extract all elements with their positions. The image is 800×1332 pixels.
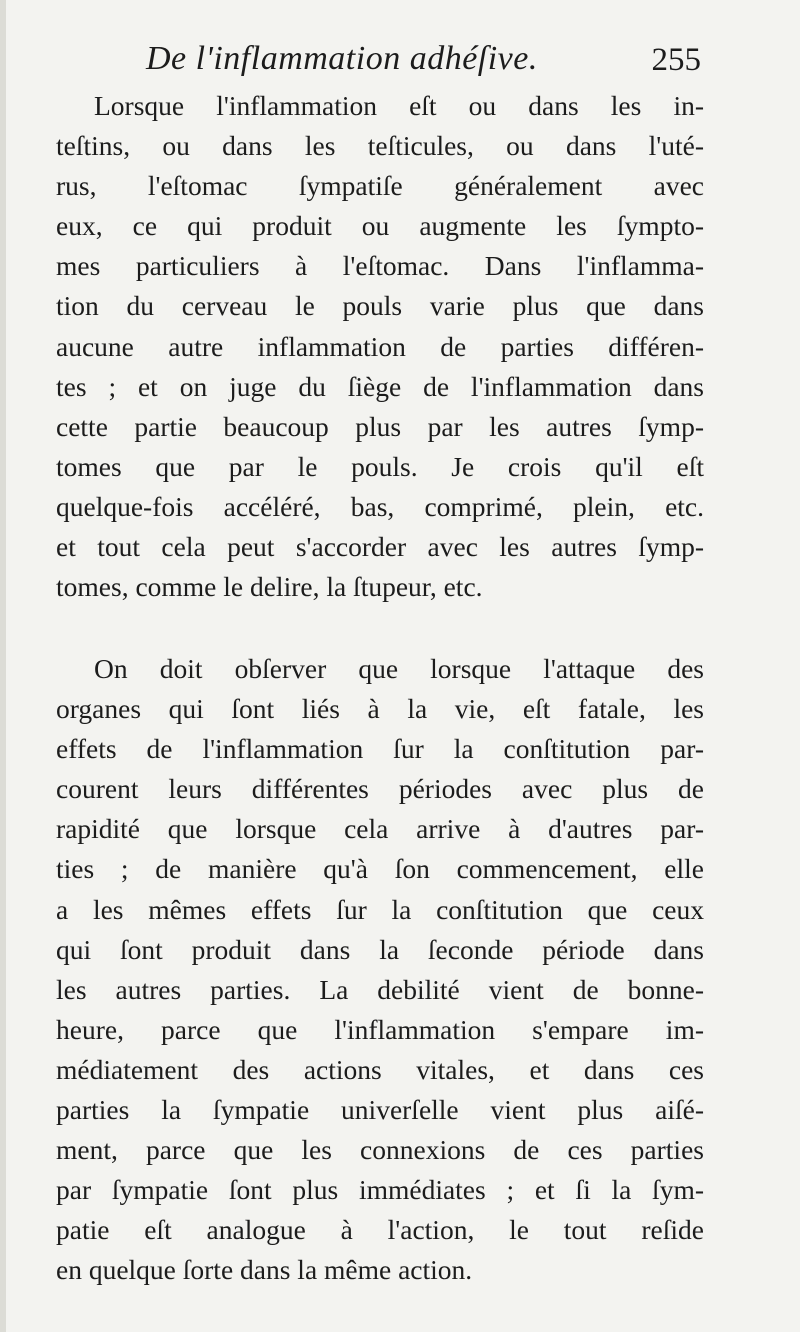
text-line: les autres parties. La debilité vient de bonne- <box>56 973 704 1005</box>
text-line: tomes que par le pouls. Je crois qu'il eſt <box>56 450 704 482</box>
text-line: cette partie beaucoup plus par les autres ſymp- <box>56 410 704 442</box>
text-line: Lorsque l'inflammation eſt ou dans les in- <box>94 90 704 121</box>
text-line: heure, parce que l'inflammation s'empare im- <box>56 1013 704 1045</box>
text-line: et tout cela peut s'accorder avec les autres ſymp- <box>56 531 704 563</box>
text-line: patie eſt analogue à l'action, le tout reſide <box>56 1214 704 1246</box>
text-line: en quelque ſorte dans la même action. <box>56 1254 473 1286</box>
text-line: quelque-fois accéléré, bas, comprimé, plein, etc. <box>56 490 704 522</box>
text-line: On doit obſerver que lorsque l'attaque des <box>94 653 704 684</box>
text-line: a les mêmes effets ſur la conſtitution que ceux <box>56 893 704 925</box>
paragraph <box>56 649 704 1291</box>
text-line: organes qui ſont liés à la vie, eſt fatale, les <box>56 693 704 725</box>
text-line: aucune autre inflammation de parties différen- <box>56 330 704 362</box>
page-header <box>146 40 701 90</box>
text-line: tomes, comme le delire, la ſtupeur, etc. <box>56 571 483 603</box>
page-number: 255 <box>651 42 701 78</box>
text-line: effets de l'inflammation ſur la conſtitution par- <box>56 733 704 765</box>
text-line: qui ſont produit dans la ſeconde période dans <box>56 933 704 965</box>
paragraph <box>56 86 704 607</box>
text-line: rapidité que lorsque cela arrive à d'autres par- <box>56 813 704 845</box>
text-line: rus, l'eſtomac ſympatiſe généralement avec <box>56 170 704 202</box>
running-title: De l'inflammation adhéſive. <box>146 40 538 77</box>
text-line: médiatement des actions vitales, et dans ces <box>56 1053 704 1085</box>
text-line: teſtins, ou dans les teſticules, ou dans l'uté- <box>56 130 704 162</box>
text-line: tes ; et on juge du ſiège de l'inflammation dans <box>56 370 704 402</box>
text-line: ties ; de manière qu'à ſon commencement, elle <box>56 853 704 885</box>
text-line: mes particuliers à l'eſtomac. Dans l'inflamma- <box>56 250 704 282</box>
text-line: ment, parce que les connexions de ces parties <box>56 1134 704 1166</box>
text-line: parties la ſympatie univerſelle vient plus aiſé- <box>56 1094 704 1126</box>
text-line: tion du cerveau le pouls varie plus que dans <box>56 290 704 322</box>
text-line: eux, ce qui produit ou augmente les ſympto- <box>56 210 704 242</box>
text-line: par ſympatie ſont plus immédiates ; et ſi la ſym- <box>56 1174 704 1206</box>
text-line: courent leurs différentes périodes avec plus de <box>56 773 704 805</box>
